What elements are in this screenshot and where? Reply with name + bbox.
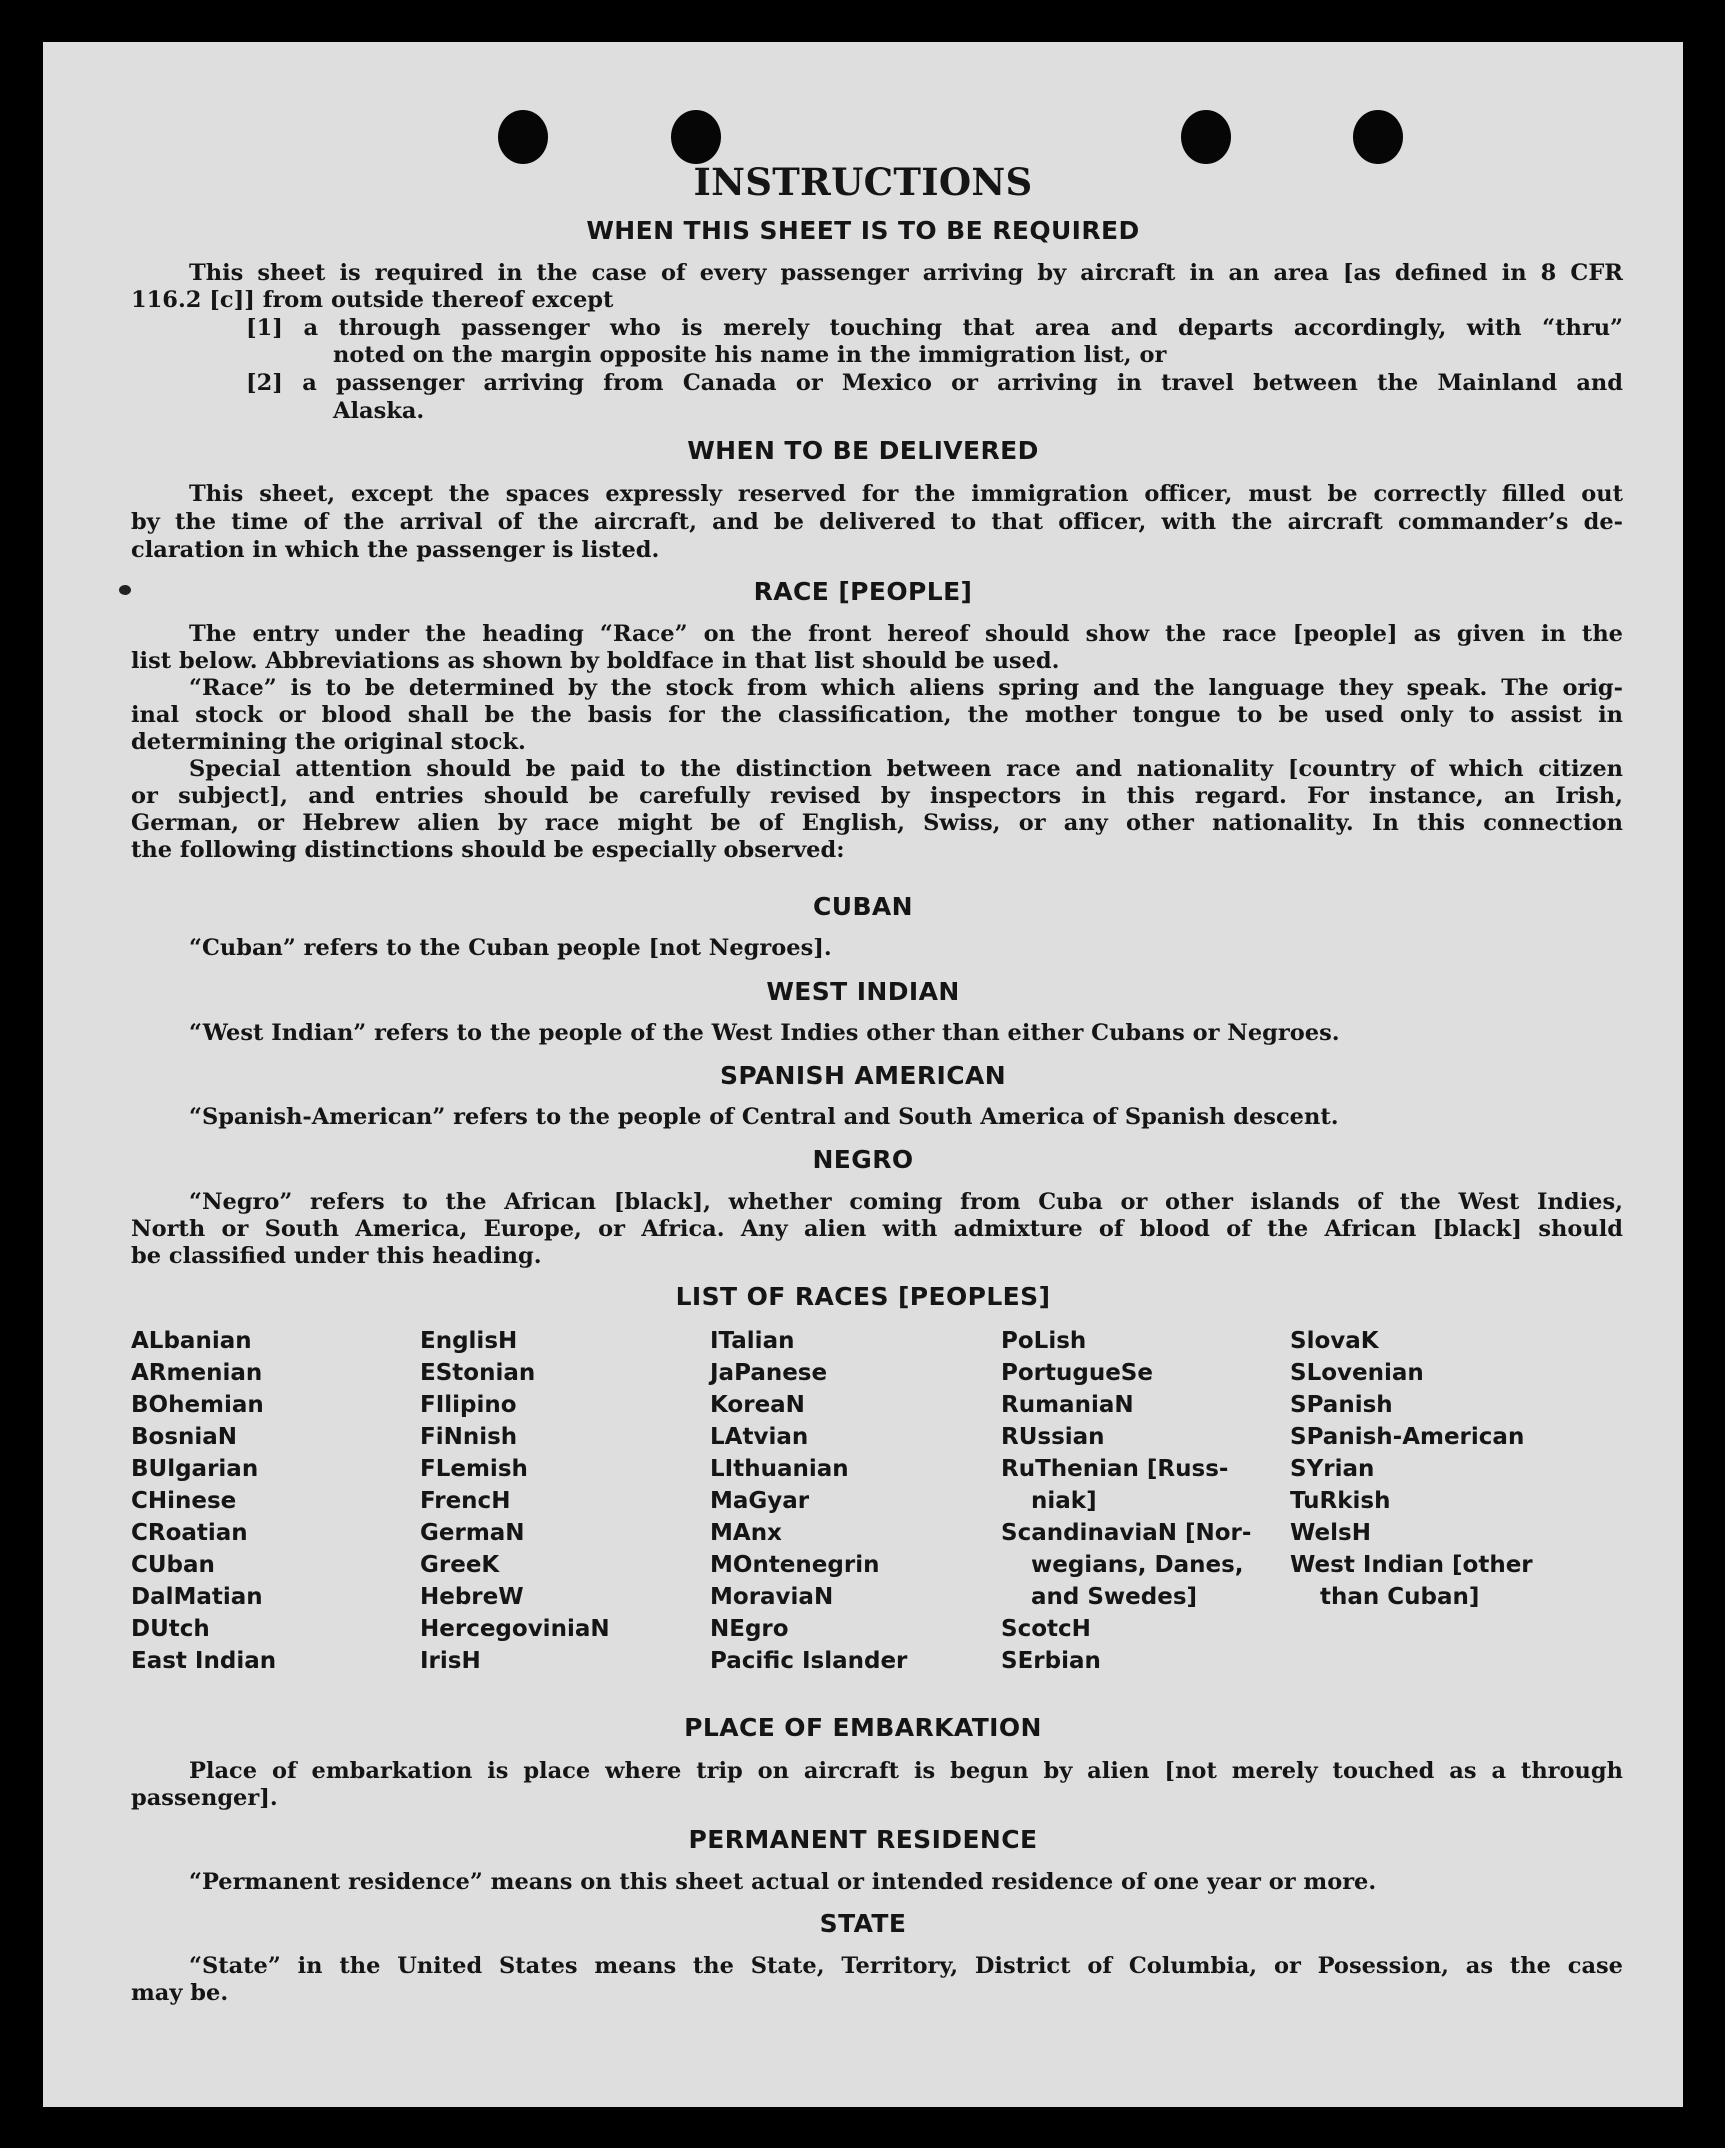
paragraph-line: “Permanent residence” means on this sheet actual or intended residence of one year or more. [189,1869,1377,1895]
punch-hole [498,110,548,164]
paragraph-line: the following distinctions should be especially observed: [131,837,845,863]
list-item: East Indian [131,1648,277,1674]
paragraph-line: claration in which the passenger is listed. [131,537,660,563]
punch-hole [671,110,721,164]
list-item: PortugueSe [1001,1360,1153,1386]
list-item: DUtch [131,1616,210,1642]
race-list-column [710,1325,907,1677]
paragraph-line: inal stock or blood shall be the basis for the classification, the mother tongue to be used only to assist in [131,702,1623,728]
race-list-column [420,1325,610,1677]
list-item: KoreaN [710,1392,805,1418]
heading-spanish-american: SPANISH AMERICAN [719,1061,1007,1090]
list-item: than Cuban] [1320,1584,1480,1610]
paragraph-line: 116.2 [c]] from outside thereof except [131,287,614,313]
list-item: HebreW [420,1584,524,1610]
list-item: EnglisH [420,1328,518,1354]
list-item: FIlipino [420,1392,517,1418]
heading-race: RACE [PEOPLE] [753,577,973,606]
paragraph-line: “Cuban” refers to the Cuban people [not Negroes]. [189,935,832,961]
list-item: CHinese [131,1488,237,1514]
race-list-column [131,1325,276,1677]
list-item: ALbanian [131,1328,252,1354]
heading-when-required: WHEN THIS SHEET IS TO BE REQUIRED [586,216,1140,245]
list-item: MAnx [710,1520,782,1546]
list-item: niak] [1031,1488,1097,1514]
paragraph-line: passenger]. [131,1785,278,1811]
list-item: TuRkish [1290,1488,1391,1514]
list-item: SLovenian [1290,1360,1424,1386]
list-item: FiNnish [420,1424,518,1450]
list-item: JaPanese [710,1360,828,1386]
race-list-column [1290,1325,1533,1613]
list-item: SYrian [1290,1456,1375,1482]
paragraph-line: Special attention should be paid to the distinction between race and nationality [country of which citizen [189,756,1623,782]
list-item: IrisH [420,1648,481,1674]
list-item: MaGyar [710,1488,810,1514]
paragraph-line: or subject], and entries should be carefully revised by inspectors in this regard. For instance, an Irish, [131,783,1623,809]
heading-permanent-residence: PERMANENT RESIDENCE [688,1825,1038,1854]
heading-cuban: CUBAN [813,892,913,921]
list-item: LAtvian [710,1424,809,1450]
punch-hole [1181,110,1231,164]
list-item: RUssian [1001,1424,1105,1450]
paragraph-line: “West Indian” refers to the people of the West Indies other than either Cubans or Negroes. [189,1020,1340,1046]
paragraph-line: German, or Hebrew alien by race might be of English, Swiss, or any other nationality. In this connection [131,810,1623,836]
list-item: BUlgarian [131,1456,259,1482]
list-item: BosniaN [131,1424,238,1450]
paragraph-line: [1] a through passenger who is merely touching that area and departs accordingly, with “thru” [246,315,1623,341]
list-item: ARmenian [131,1360,263,1386]
heading-state: STATE [819,1909,907,1938]
list-item: Pacific Islander [710,1648,908,1674]
paragraph-line: may be. [131,1980,229,2006]
list-item: wegians, Danes, [1031,1552,1244,1578]
list-item: RuThenian [Russ- [1001,1456,1229,1482]
paragraph-line: determining the original stock. [131,729,526,755]
list-item: RumaniaN [1001,1392,1134,1418]
paragraph-line: North or South America, Europe, or Africa. Any alien with admixture of blood of the African [black] should [131,1216,1623,1242]
list-item: SPanish-American [1290,1424,1525,1450]
paragraph-line: be classified under this heading. [131,1243,542,1269]
paragraph-line: This sheet is required in the case of every passenger arriving by aircraft in an area [as defined in 8 CFR [189,260,1623,286]
list-item: CUban [131,1552,215,1578]
list-item: West Indian [other [1290,1552,1533,1578]
list-item: ITalian [710,1328,795,1354]
paragraph-line: list below. Abbreviations as shown by boldface in that list should be used. [131,648,1060,674]
list-item: DalMatian [131,1584,263,1610]
list-item: CRoatian [131,1520,248,1546]
list-item: WelsH [1290,1520,1371,1546]
list-item: SErbian [1001,1648,1101,1674]
paragraph-line: This sheet, except the spaces expressly reserved for the immigration officer, must be correctly filled out [189,481,1623,507]
list-item: ScotcH [1001,1616,1091,1642]
list-item: MOntenegrin [710,1552,880,1578]
paragraph-line: “Negro” refers to the African [black], whether coming from Cuba or other islands of the West Indies, [189,1189,1623,1215]
paragraph-line: Place of embarkation is place where trip on aircraft is begun by alien [not merely touched as a through [189,1758,1623,1784]
paragraph-line: “Spanish-American” refers to the people of Central and South America of Spanish descent. [189,1104,1339,1130]
heading-list-of-races: LIST OF RACES [PEOPLES] [675,1282,1051,1311]
page-title: INSTRUCTIONS [693,160,1033,204]
punch-hole [1353,110,1403,164]
paragraph-line: The entry under the heading “Race” on the front hereof should show the race [people] as given in the [189,621,1623,647]
list-item: EStonian [420,1360,536,1386]
paragraph-line: [2] a passenger arriving from Canada or Mexico or arriving in travel between the Mainland and [246,370,1623,396]
paragraph-line: by the time of the arrival of the aircraft, and be delivered to that officer, with the aircraft commander’s de- [131,509,1623,535]
list-item: GermaN [420,1520,525,1546]
list-item: FrencH [420,1488,511,1514]
list-item: SPanish [1290,1392,1393,1418]
paragraph-line: “Race” is to be determined by the stock from which aliens spring and the language they speak. The orig- [189,675,1623,701]
document-page [43,42,1683,2107]
heading-place-of-embarkation: PLACE OF EMBARKATION [684,1713,1042,1742]
race-list-column [1001,1325,1251,1677]
heading-west-indian: WEST INDIAN [766,977,960,1006]
list-item: PoLish [1001,1328,1087,1354]
paragraph-line: “State” in the United States means the State, Territory, District of Columbia, or Posession, as the case [189,1953,1623,1979]
heading-when-delivered: WHEN TO BE DELIVERED [687,436,1039,465]
list-item: and Swedes] [1031,1584,1198,1610]
list-item: GreeK [420,1552,500,1578]
list-item: LIthuanian [710,1456,849,1482]
paragraph-line: Alaska. [333,398,425,424]
list-item: BOhemian [131,1392,264,1418]
list-item: SlovaK [1290,1328,1379,1354]
list-item: NEgro [710,1616,789,1642]
list-item: HercegoviniaN [420,1616,610,1642]
list-item: FLemish [420,1456,528,1482]
heading-negro: NEGRO [812,1145,914,1174]
list-item: MoraviaN [710,1584,834,1610]
paragraph-line: noted on the margin opposite his name in the immigration list, or [333,342,1167,368]
list-item: ScandinaviaN [Nor- [1001,1520,1252,1546]
